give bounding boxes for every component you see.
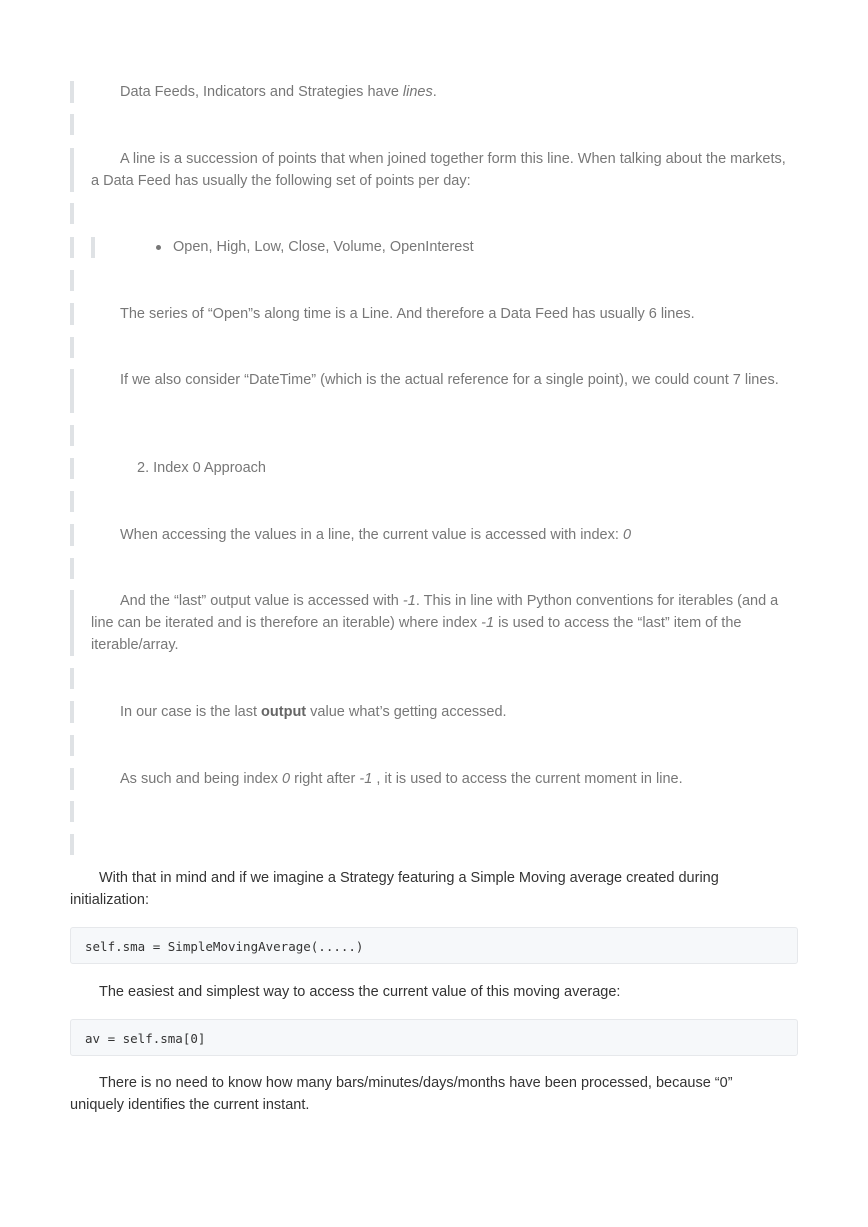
bullet-item-ohlc: Open, High, Low, Close, Volume, OpenInterest: [173, 239, 474, 255]
quote-spacer: [70, 801, 74, 822]
quote-spacer: [70, 203, 74, 224]
code-block-sma[interactable]: self.sma = SimpleMovingAverage(.....): [70, 927, 798, 964]
quote-spacer: [70, 337, 74, 358]
quote-spacer: [70, 668, 74, 689]
quote-spacer: [70, 735, 74, 756]
quote-spacer: [70, 491, 74, 512]
quote-paragraph-current-moment: As such and being index 0 right after -1 , it is used to access the current moment in line.: [70, 768, 786, 790]
quote-paragraph-last-value: And the “last” output value is accessed with -1. This in line with Python conventions for iterables (and a line can be iterated and is therefore an iterable) where index -1 is used to access the “last” item of the iterable/array.: [70, 590, 786, 656]
quote-spacer: [70, 834, 74, 855]
quote-paragraph-line-definition: A line is a succession of points that when joined together form this line. When talking about the markets, a Data Feed has usually the following set of points per day:: [70, 148, 786, 192]
quote-spacer: [70, 237, 74, 258]
body-paragraph-sma-intro: With that in mind and if we imagine a Strategy featuring a Simple Moving average created during initialization:: [70, 870, 719, 908]
bullet-icon: [156, 245, 161, 250]
quote-spacer: [70, 458, 74, 479]
body-paragraph-access: The easiest and simplest way to access the current value of this moving average:: [99, 984, 621, 1000]
quote-paragraph-current-value: When accessing the values in a line, the current value is accessed with index: 0: [70, 524, 786, 546]
nested-quote-bar: [91, 237, 95, 258]
quote-spacer: [70, 425, 74, 446]
quote-spacer: [70, 558, 74, 579]
quote-spacer: [70, 114, 74, 135]
quote-paragraph-datetime: If we also consider “DateTime” (which is the actual reference for a single point), we could count 7 lines.: [70, 369, 786, 413]
quote-paragraph-output: In our case is the last output value what’s getting accessed.: [70, 701, 786, 723]
quote-spacer: [70, 270, 74, 291]
ordered-item-index-0: 2. Index 0 Approach: [137, 460, 266, 476]
quote-paragraph-lines: Data Feeds, Indicators and Strategies have lines.: [70, 81, 786, 103]
body-paragraph-no-need: There is no need to know how many bars/minutes/days/months have been processed, because “0” uniquely identifies the current instant.: [70, 1075, 733, 1113]
quote-paragraph-open-series: The series of “Open”s along time is a Line. And therefore a Data Feed has usually 6 lines.: [70, 303, 786, 325]
code-block-av[interactable]: av = self.sma[0]: [70, 1019, 798, 1056]
